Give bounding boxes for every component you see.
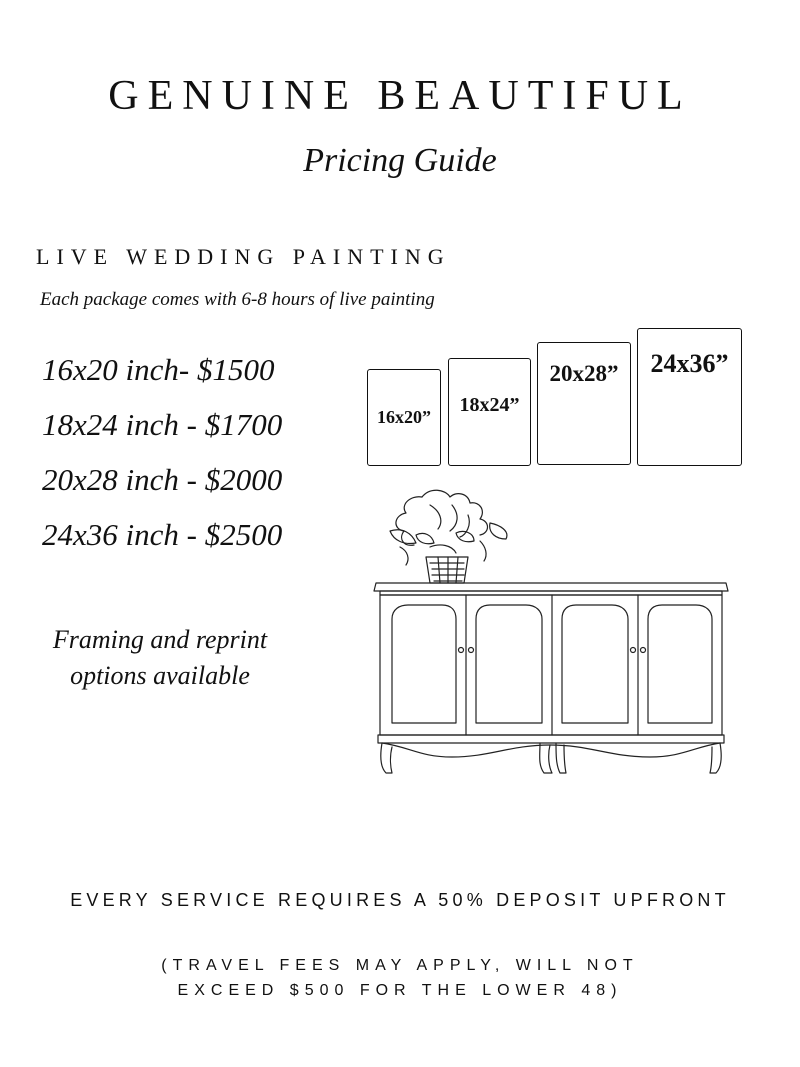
canvas-16x20	[367, 369, 441, 466]
travel-notice-line: EXCEED $500 FOR THE LOWER 48)	[177, 982, 623, 999]
canvas-18x24	[448, 358, 531, 466]
page-subtitle: Pricing Guide	[303, 142, 497, 179]
price-item: 18x24 inch - $1700	[42, 407, 283, 442]
section-description: Each package comes with 6-8 hours of live painting	[40, 289, 435, 310]
framing-note-line: options available	[70, 661, 250, 690]
price-item: 16x20 inch- $1500	[42, 352, 275, 387]
basket-icon	[426, 557, 468, 583]
travel-notice	[150, 953, 650, 1003]
deposit-notice: EVERY SERVICE REQUIRES A 50% DEPOSIT UPFRONT	[70, 890, 730, 910]
framing-note	[30, 622, 290, 694]
canvas-20x28	[537, 342, 631, 465]
canvas-label: 18x24”	[459, 393, 520, 416]
canvas-24x36	[637, 328, 742, 466]
brand-title: GENUINE BEAUTIFUL	[108, 73, 692, 119]
price-item: 20x28 inch - $2000	[42, 462, 283, 497]
canvas-label: 16x20”	[377, 407, 431, 427]
framing-note-line: Framing and reprint	[52, 625, 268, 654]
sideboard-with-plant-illustration	[360, 485, 740, 780]
section-title: LIVE WEDDING PAINTING	[36, 244, 451, 269]
price-item: 24x36 inch - $2500	[42, 517, 283, 552]
canvas-label: 24x36”	[650, 349, 729, 378]
canvas-label: 20x28”	[549, 360, 619, 386]
plant-icon	[390, 490, 507, 565]
travel-notice-line: (TRAVEL FEES MAY APPLY, WILL NOT	[161, 957, 639, 974]
